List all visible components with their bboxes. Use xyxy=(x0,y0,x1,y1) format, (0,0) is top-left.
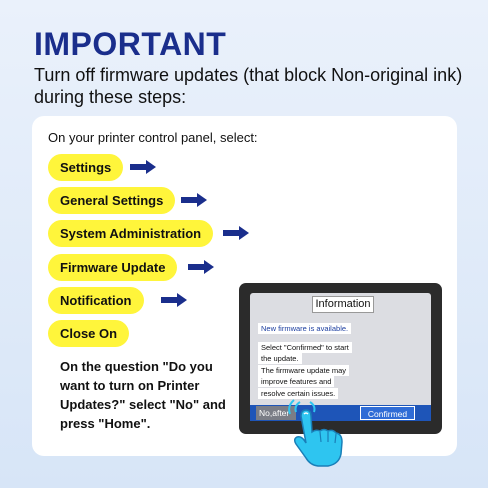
step-system-administration: System Administration xyxy=(48,220,213,247)
dialog-message-line: Select "Confirmed" to start xyxy=(258,342,352,353)
step-general-settings: General Settings xyxy=(48,187,175,214)
right-arrow-icon xyxy=(130,160,156,174)
step-close-on: Close On xyxy=(48,320,129,347)
no-after-button[interactable]: No,after xyxy=(256,406,296,420)
final-instruction: On the question "Do you want to turn on Printer Updates?" select "No" and press "Home". xyxy=(60,359,226,431)
pointing-hand-icon xyxy=(286,396,358,468)
right-arrow-icon xyxy=(181,193,207,207)
dialog-message-line: The firmware update may xyxy=(258,365,349,376)
dialog-title: Information xyxy=(312,296,374,313)
dialog-message-line: resolve certain issues. xyxy=(258,388,338,399)
dialog-message-line: the update. xyxy=(258,353,302,364)
page-title: IMPORTANT xyxy=(34,26,227,62)
dialog-message-line: New firmware is available. xyxy=(258,323,351,334)
right-arrow-icon xyxy=(188,260,214,274)
step-settings: Settings xyxy=(48,154,123,181)
card-intro: On your printer control panel, select: xyxy=(48,130,258,145)
page-subtitle: Turn off firmware updates (that block Non-original ink) during these steps: xyxy=(34,65,463,107)
confirmed-button[interactable]: Confirmed xyxy=(360,406,415,420)
step-firmware-update: Firmware Update xyxy=(48,254,177,281)
right-arrow-icon xyxy=(223,226,249,240)
dialog-message-line: improve features and xyxy=(258,376,334,387)
right-arrow-icon xyxy=(161,293,187,307)
step-notification: Notification xyxy=(48,287,144,314)
